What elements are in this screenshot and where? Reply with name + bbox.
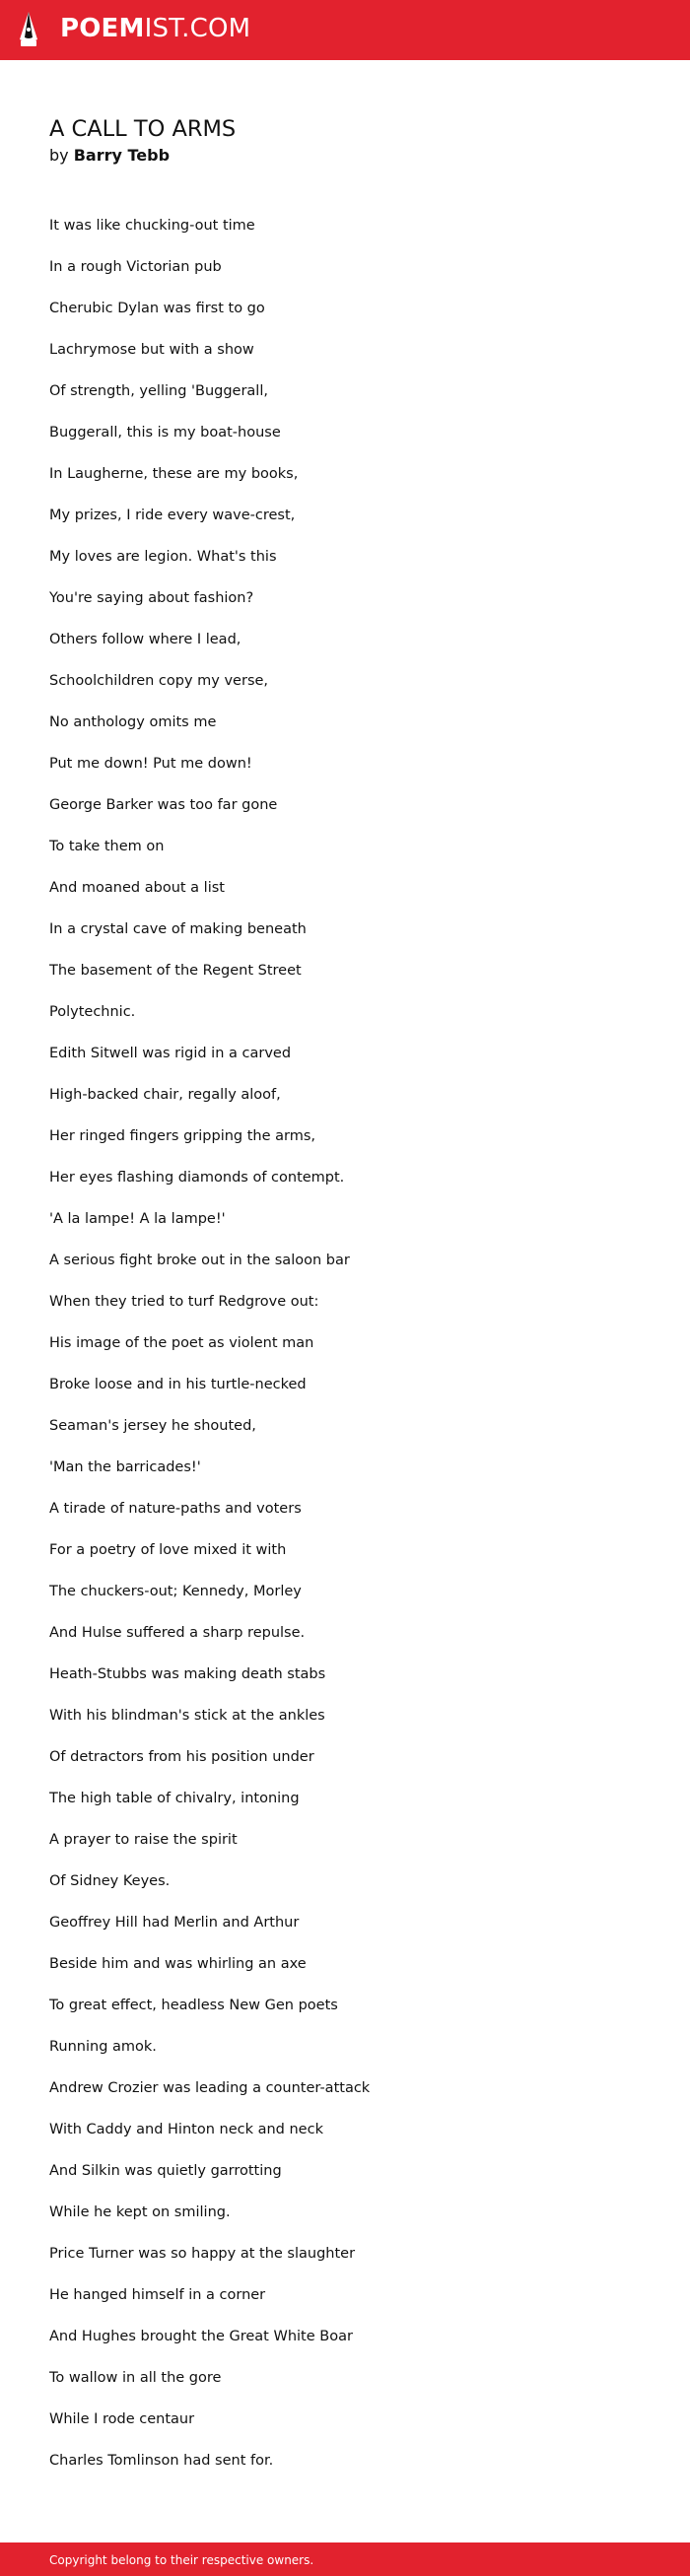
poem-line: Of Sidney Keyes. xyxy=(49,1873,171,1889)
poem-line: The chuckers-out; Kennedy, Morley xyxy=(49,1584,302,1599)
poem-line: Others follow where I lead, xyxy=(49,632,242,647)
poem-line: Price Turner was so happy at the slaughter xyxy=(49,2246,356,2262)
poem-line: To great effect, headless New Gen poets xyxy=(49,1998,338,2013)
poem-body xyxy=(49,213,641,2489)
poem-line: When they tried to turf Redgrove out: xyxy=(49,1294,319,1310)
poem-line: The basement of the Regent Street xyxy=(49,963,302,979)
poem-line: A tirade of nature-paths and voters xyxy=(49,1501,302,1517)
poem-line: George Barker was too far gone xyxy=(49,797,278,813)
poem-line: While he kept on smiling. xyxy=(49,2204,231,2220)
poem-line: Heath-Stubbs was making death stabs xyxy=(49,1666,326,1682)
poem-line: Of strength, yelling 'Buggerall, xyxy=(49,383,268,399)
pen-nib-icon[interactable] xyxy=(16,10,41,49)
poem-line: In Laugherne, these are my books, xyxy=(49,466,299,482)
poem-line: For a poetry of love mixed it with xyxy=(49,1542,287,1558)
poem-line: Her ringed fingers gripping the arms, xyxy=(49,1128,316,1144)
poem-line: Lachrymose but with a show xyxy=(49,342,254,358)
poem-line: And Hughes brought the Great White Boar xyxy=(49,2329,353,2344)
copyright-text: Copyright belong to their respective owners. xyxy=(49,2553,314,2567)
poem-line: Andrew Crozier was leading a counter-attack xyxy=(49,2080,371,2096)
poem-line: Schoolchildren copy my verse, xyxy=(49,673,269,689)
site-header xyxy=(0,0,690,60)
poem-line: My loves are legion. What's this xyxy=(49,549,277,565)
poem-line: To wallow in all the gore xyxy=(49,2370,222,2386)
site-logo[interactable] xyxy=(60,13,250,44)
poem-line: And moaned about a list xyxy=(49,880,225,896)
poem-heading xyxy=(49,115,641,167)
poem-line: Of detractors from his position under xyxy=(49,1749,314,1765)
poem-line: To take them on xyxy=(49,839,165,854)
poem-line: In a crystal cave of making beneath xyxy=(49,921,307,937)
poem-line: Put me down! Put me down! xyxy=(49,756,252,772)
site-footer xyxy=(0,2542,690,2576)
poem-line: Beside him and was whirling an axe xyxy=(49,1956,307,1972)
logo-light-text: IST.COM xyxy=(144,14,251,43)
poem-line: Broke loose and in his turtle-necked xyxy=(49,1377,307,1392)
poem-line: While I rode centaur xyxy=(49,2411,195,2427)
poem-line: 'A la lampe! A la lampe!' xyxy=(49,1211,226,1227)
poem-line: My prizes, I ride every wave-crest, xyxy=(49,508,296,523)
poem-line: Geoffrey Hill had Merlin and Arthur xyxy=(49,1915,300,1931)
by-prefix: by xyxy=(49,146,69,165)
poem-line: He hanged himself in a corner xyxy=(49,2287,266,2303)
poem-line: In a rough Victorian pub xyxy=(49,259,222,275)
poem-line: A serious fight broke out in the saloon bar xyxy=(49,1253,350,1268)
poem-line: It was like chucking-out time xyxy=(49,218,255,234)
poem-line: Her eyes flashing diamonds of contempt. xyxy=(49,1170,345,1186)
poem-line: 'Man the barricades!' xyxy=(49,1459,201,1475)
poem-line: And Silkin was quietly garrotting xyxy=(49,2163,282,2179)
poem-line: Seaman's jersey he shouted, xyxy=(49,1418,256,1434)
poem-line: High-backed chair, regally aloof, xyxy=(49,1087,281,1103)
poem-line: And Hulse suffered a sharp repulse. xyxy=(49,1625,306,1641)
poem-line: The high table of chivalry, intoning xyxy=(49,1791,300,1806)
logo-bold-text: POEM xyxy=(60,14,145,43)
page-title: A CALL TO ARMS xyxy=(49,116,237,142)
poem-line: Cherubic Dylan was first to go xyxy=(49,301,265,316)
poem-line: You're saying about fashion? xyxy=(49,590,254,606)
byline xyxy=(49,145,641,167)
poem-line: No anthology omits me xyxy=(49,714,217,730)
poem-line: Charles Tomlinson had sent for. xyxy=(49,2453,274,2469)
poem-line: With his blindman's stick at the ankles xyxy=(49,1708,325,1724)
poem-line: His image of the poet as violent man xyxy=(49,1335,314,1351)
poem-line: A prayer to raise the spirit xyxy=(49,1832,238,1848)
poem-line: Running amok. xyxy=(49,2039,157,2055)
poem-line: With Caddy and Hinton neck and neck xyxy=(49,2122,323,2137)
poem-line: Polytechnic. xyxy=(49,1004,136,1020)
poem-line: Buggerall, this is my boat-house xyxy=(49,425,281,441)
poem-line: Edith Sitwell was rigid in a carved xyxy=(49,1046,292,1061)
author-name[interactable]: Barry Tebb xyxy=(73,146,171,165)
